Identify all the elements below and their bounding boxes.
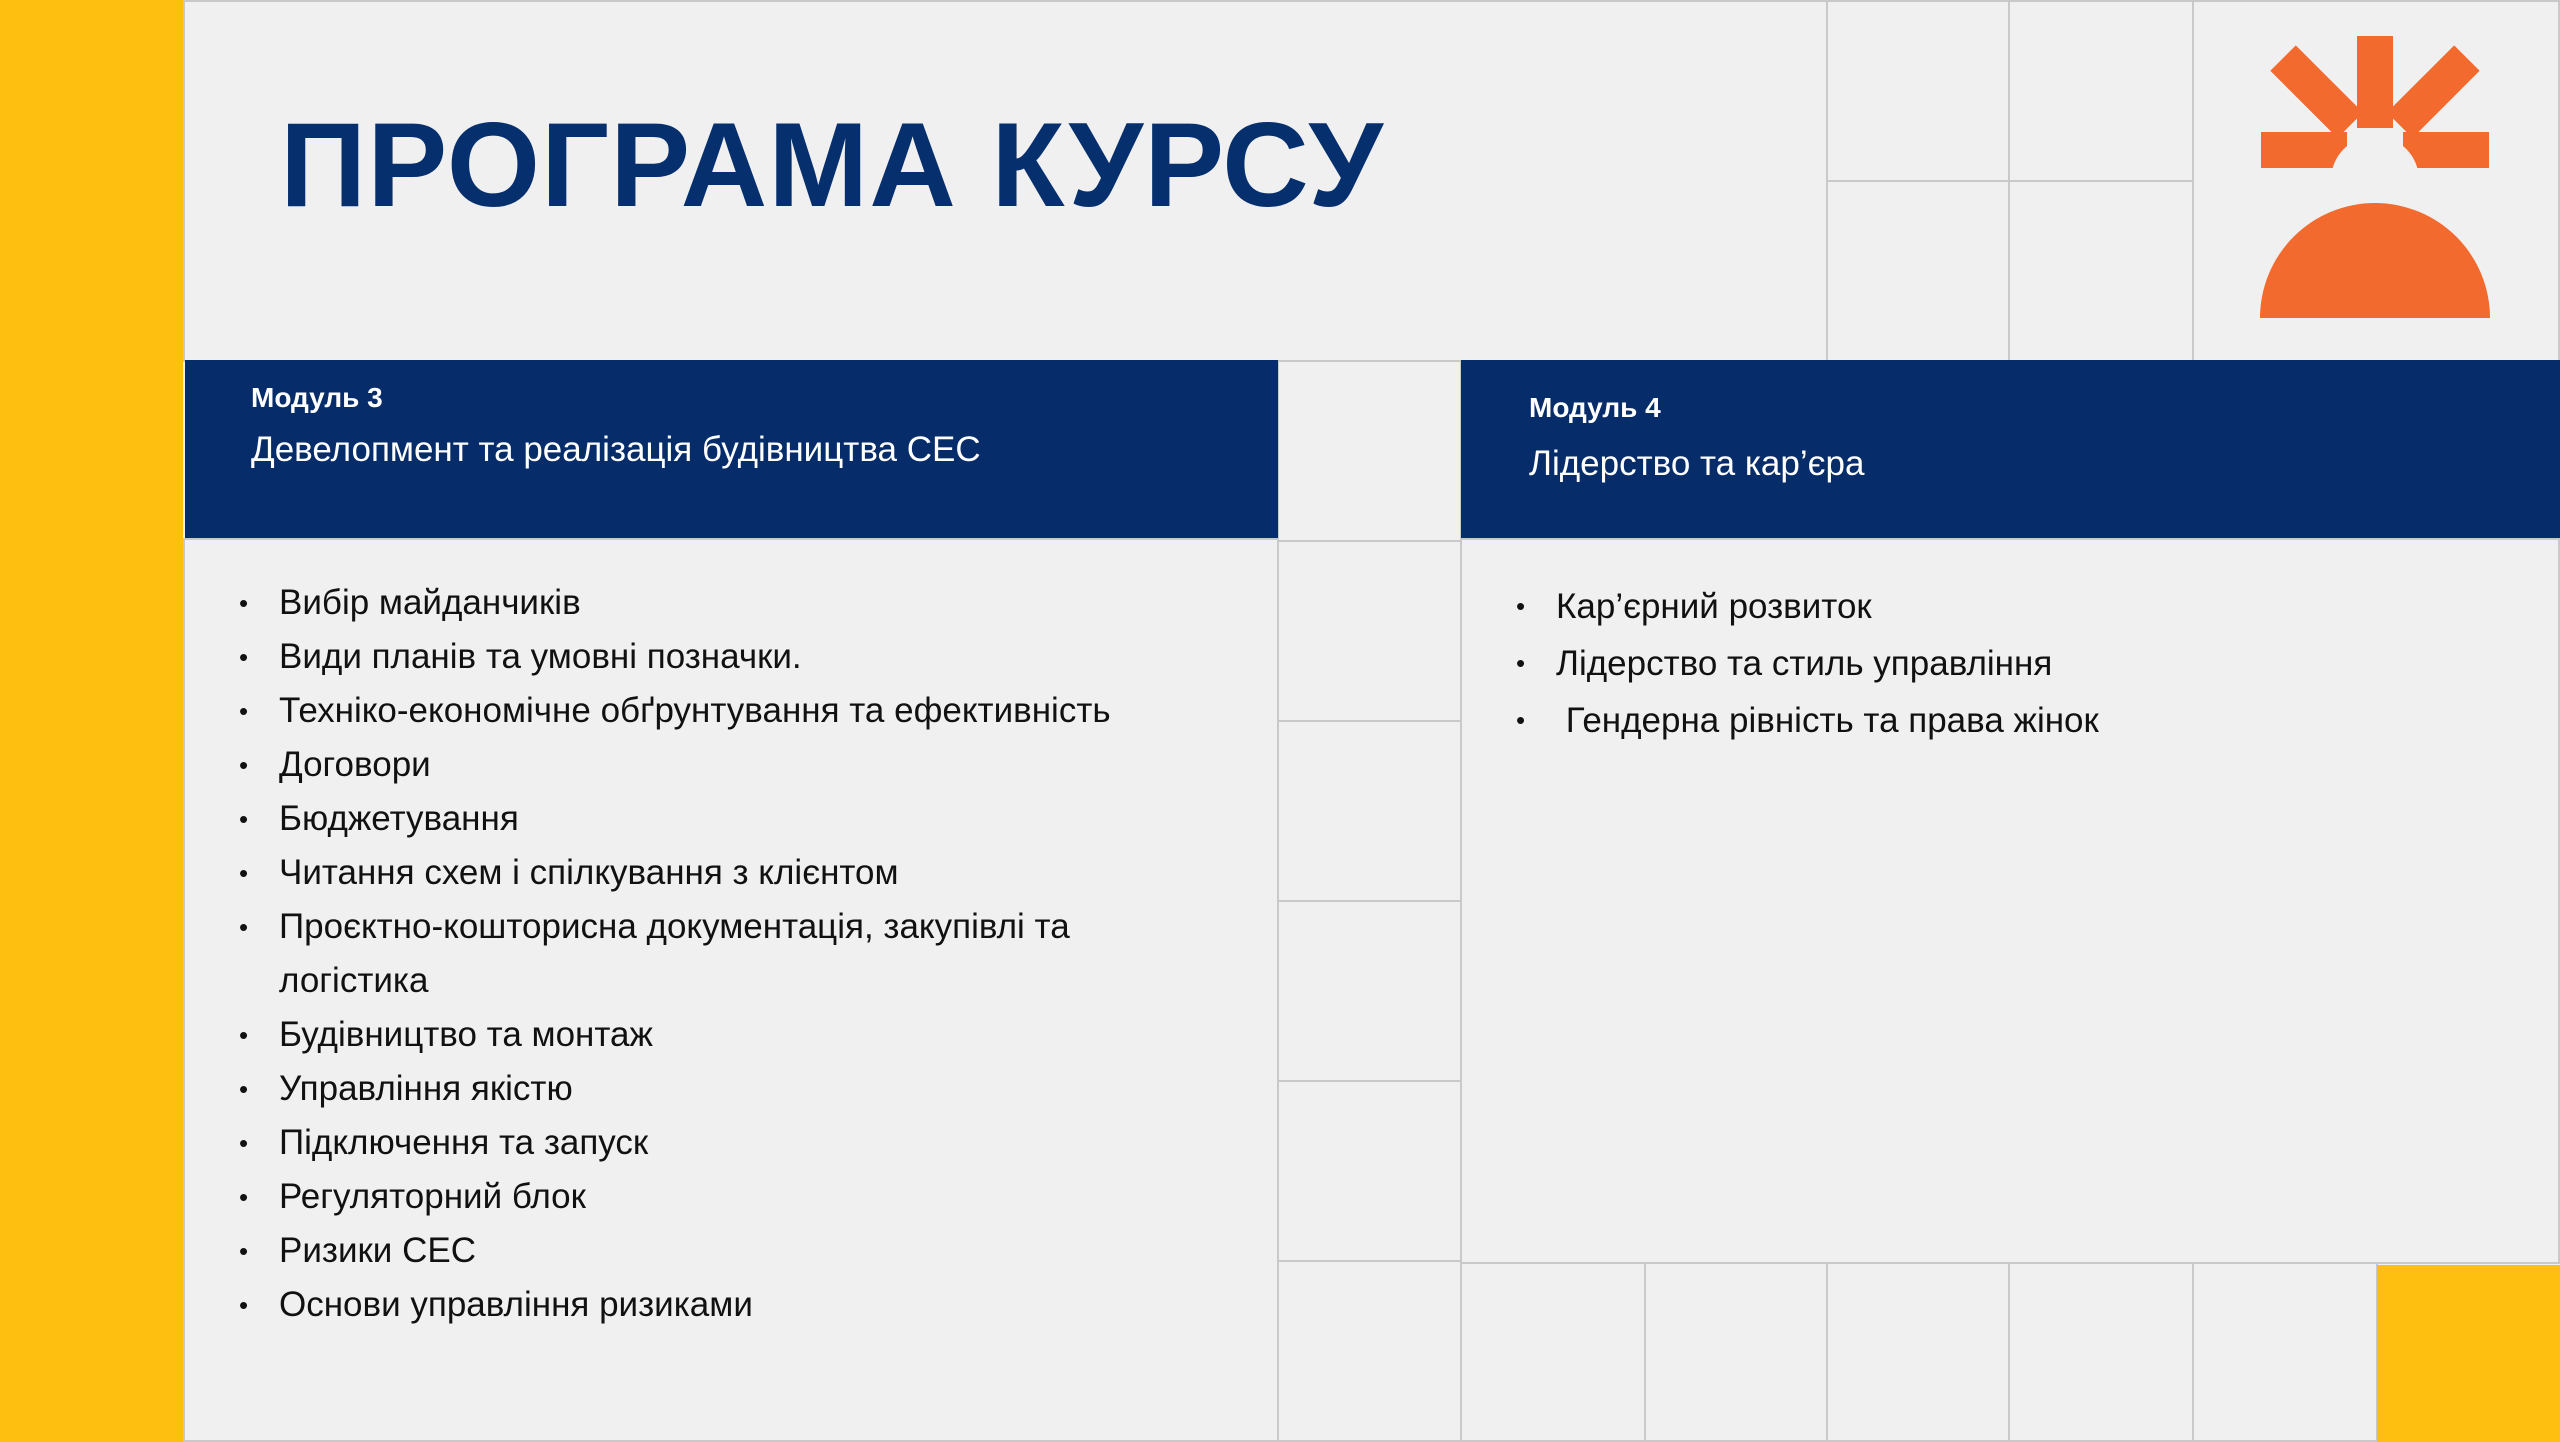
list-item: • Будівництво та монтаж (239, 1008, 1239, 1062)
grid-cell (2008, 0, 2194, 182)
module-label: Модуль 4 (1529, 392, 1661, 423)
grid-cell (2008, 180, 2194, 362)
list-item: • Проєктно-кошторисна документація, закупівлі та логістика (239, 900, 1179, 1008)
grid-cell (1277, 360, 1462, 542)
grid-cell (1826, 1262, 2010, 1442)
list-item: • Лідерство та стиль управління (1516, 635, 2516, 692)
module-3-body (183, 538, 1279, 1442)
list-item: • Управління якістю (239, 1062, 1239, 1116)
module-title: Лідерство та кар’єра (1529, 444, 1865, 483)
sun-icon (2255, 30, 2495, 330)
module-3-header (185, 360, 1278, 538)
list-item: • Техніко-економічне обґрунтування та ефективність (239, 684, 1239, 738)
list-item: • Гендерна рівність та права жінок (1516, 692, 2516, 749)
list-item: • Основи управління ризиками (239, 1278, 1239, 1332)
grid-cell (1277, 900, 1462, 1082)
topic-list (239, 576, 1239, 1332)
grid-cell (1826, 180, 2010, 362)
list-item: • Бюджетування (239, 792, 1239, 846)
topic-list (1516, 578, 2516, 749)
module-title: Девелопмент та реалізація будівництва СЕС (251, 430, 981, 469)
accent-bar-left (0, 0, 183, 1442)
grid-cell (1277, 720, 1462, 902)
module-label: Модуль 3 (251, 382, 383, 413)
list-item: • Кар’єрний розвиток (1516, 578, 2516, 635)
grid-cell (1460, 1262, 1646, 1442)
grid-cell (1277, 540, 1462, 722)
list-item: • Вибір майданчиків (239, 576, 1239, 630)
list-item: • Регуляторний блок (239, 1170, 1239, 1224)
grid-cell (1277, 1080, 1462, 1262)
page-title: ПРОГРАМА КУРСУ (280, 98, 1384, 232)
list-item: • Ризики СЕС (239, 1224, 1239, 1278)
list-item: • Підключення та запуск (239, 1116, 1239, 1170)
grid-cell (1644, 1262, 1828, 1442)
grid-cell (1826, 0, 2010, 182)
list-item: • Види планів та умовні позначки. (239, 630, 1239, 684)
grid-cell (2008, 1262, 2194, 1442)
list-item: • Договори (239, 738, 1239, 792)
accent-block-corner (2377, 1265, 2560, 1442)
module-4-body (1460, 538, 2560, 1264)
grid-cell (1277, 1260, 1462, 1442)
list-item: • Читання схем і спілкування з клієнтом (239, 846, 1239, 900)
module-4-header (1461, 360, 2560, 538)
grid-cell (2192, 1262, 2378, 1442)
